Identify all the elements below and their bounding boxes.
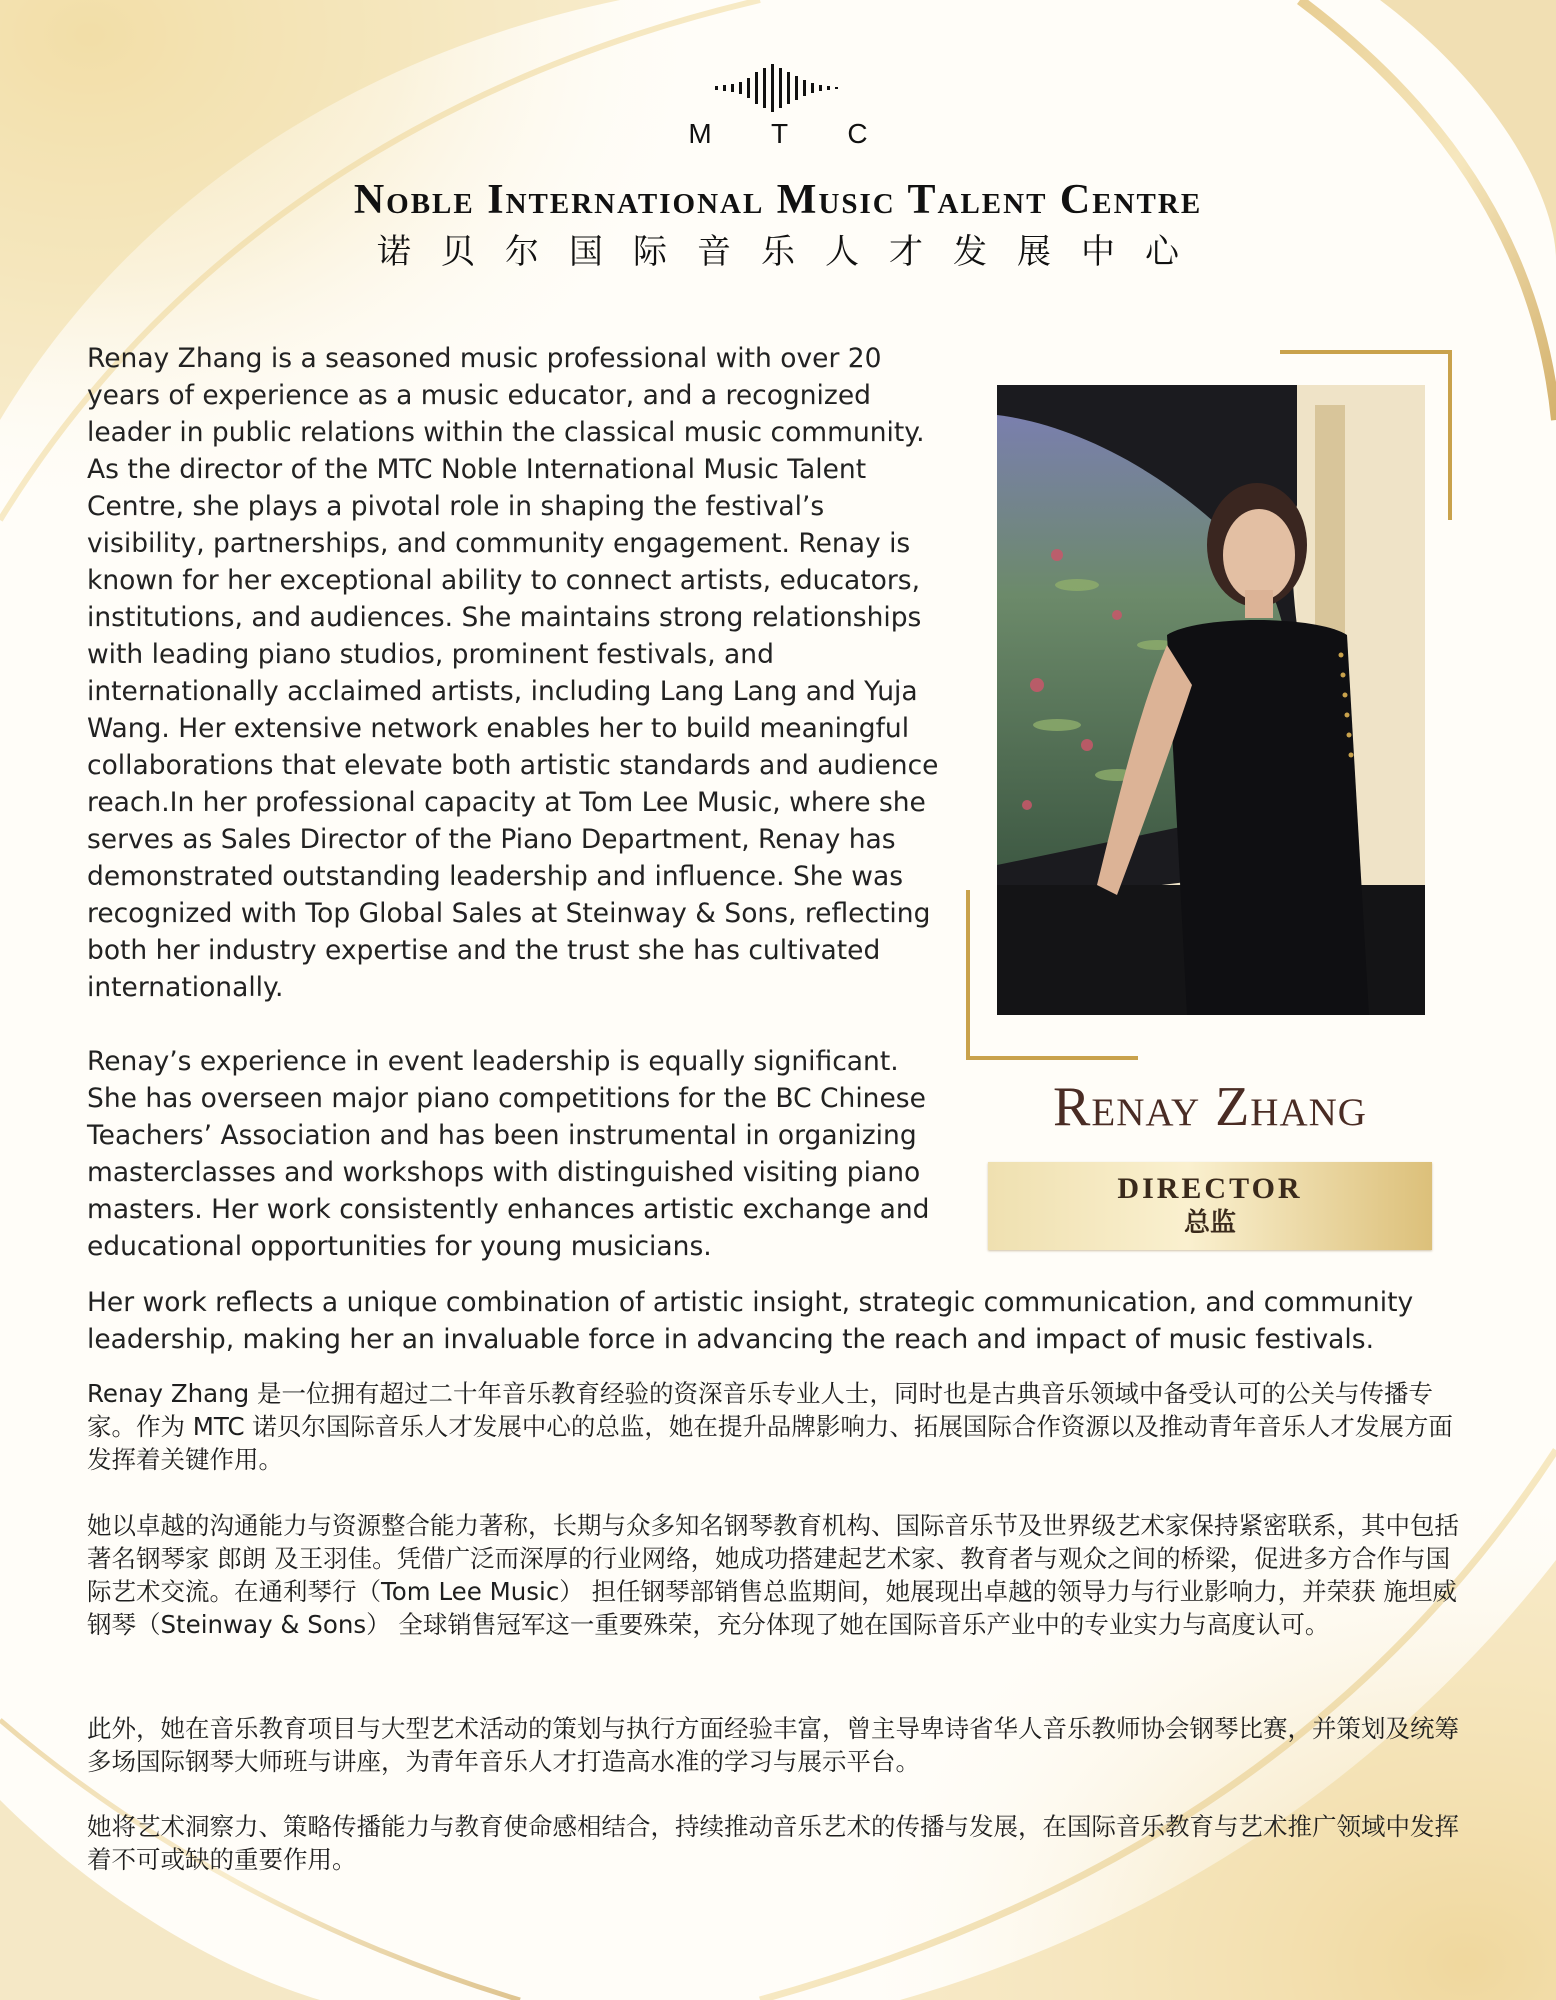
- bio-en-paragraph-3: Her work reflects a unique combination of artistic insight, strategic communication, and community leadership, making her an invaluable force in advancing the reach and impact of music festivals.: [87, 1287, 1414, 1355]
- role-badge: [988, 1162, 1432, 1250]
- bio-en-paragraph-1: Renay Zhang is a seasoned music professional with over 20 years of experience as a music educator, and a recognized leader in public relations within the classical music community. As the director of the MTC Noble International Music Talent Centre, she plays a pivotal role in shaping the festival’s visibility, partnerships, and community engagement. Renay is known for her exceptional ability to connect artists, educators, institutions, and audiences. She maintains strong relationships with leading piano studios, prominent festivals, and internationally acclaimed artists, including Lang Lang and Yuja Wang. Her extensive network enables her to build meaningful collaborations that elevate both artistic standards and audience reach.In her professional capacity at Tom Lee Music, where she serves as Sales Director of the Piano Department, Renay has demonstrated outstanding leadership and influence. She was recognized with Top Global Sales at Steinway & Sons, reflecting both her industry expertise and the trust she has cultivated internationally.: [87, 343, 939, 1003]
- sound-wave-icon: [713, 62, 843, 114]
- role-en: DIRECTOR: [1117, 1172, 1303, 1205]
- bio-zh-paragraph-4: 她将艺术洞察力、策略传播能力与教育使命感相结合，持续推动音乐艺术的传播与发展，在国际音乐教育与艺术推广领域中发挥着不可或缺的重要作用。: [87, 1812, 1459, 1874]
- page-title-zh: 诺贝尔国际音乐人才发展中心: [377, 232, 1209, 272]
- page-title-en: Noble International Music Talent Centre: [353, 177, 1203, 223]
- mtc-logo: [0, 62, 1556, 150]
- portrait-photo: [997, 385, 1425, 1015]
- logo-text: M T C: [688, 118, 894, 149]
- portrait-illustration: [997, 385, 1425, 1015]
- bio-zh-paragraph-1: Renay Zhang 是一位拥有超过二十年音乐教育经验的资深音乐专业人士，同时也是古典音乐领域中备受认可的公关与传播专家。作为 MTC 诺贝尔国际音乐人才发展中心的总监，她在提升品牌影响力、拓展国际合作资源以及推动青年音乐人才发展方面发挥着关键作用。: [87, 1379, 1453, 1474]
- bio-en-paragraph-2: Renay’s experience in event leadership is equally significant. She has overseen major piano competitions for the BC Chinese Teachers’ Association and has been instrumental in organizing masterclasses and workshops with distinguished visiting piano masters. Her work consistently enhances artistic exchange and educational opportunities for young musicians.: [87, 1046, 930, 1262]
- bio-zh-paragraph-3: 此外，她在音乐教育项目与大型艺术活动的策划与执行方面经验丰富，曾主导卑诗省华人音乐教师协会钢琴比赛，并策划及统筹多场国际钢琴大师班与讲座，为青年音乐人才打造高水准的学习与展示平台。: [87, 1714, 1459, 1776]
- role-zh: 总监: [1183, 1208, 1236, 1238]
- bio-zh-paragraph-2: 她以卓越的沟通能力与资源整合能力著称，长期与众多知名钢琴教育机构、国际音乐节及世界级艺术家保持紧密联系，其中包括著名钢琴家 郎朗 及王羽佳。凭借广泛而深厚的行业网络，她成功搭建起艺术家、教育者与观众之间的桥梁，促进多方合作与国际艺术交流。在通利琴行（Tom Lee Music） 担任钢琴部销售总监期间，她展现出卓越的领导力与行业影响力，并荣获 施坦威钢琴（Steinway & Sons） 全球销售冠军这一重要殊荣，充分体现了她在国际音乐产业中的专业实力与高度认可。: [87, 1511, 1459, 1639]
- profile-name: Renay Zhang: [1053, 1076, 1367, 1138]
